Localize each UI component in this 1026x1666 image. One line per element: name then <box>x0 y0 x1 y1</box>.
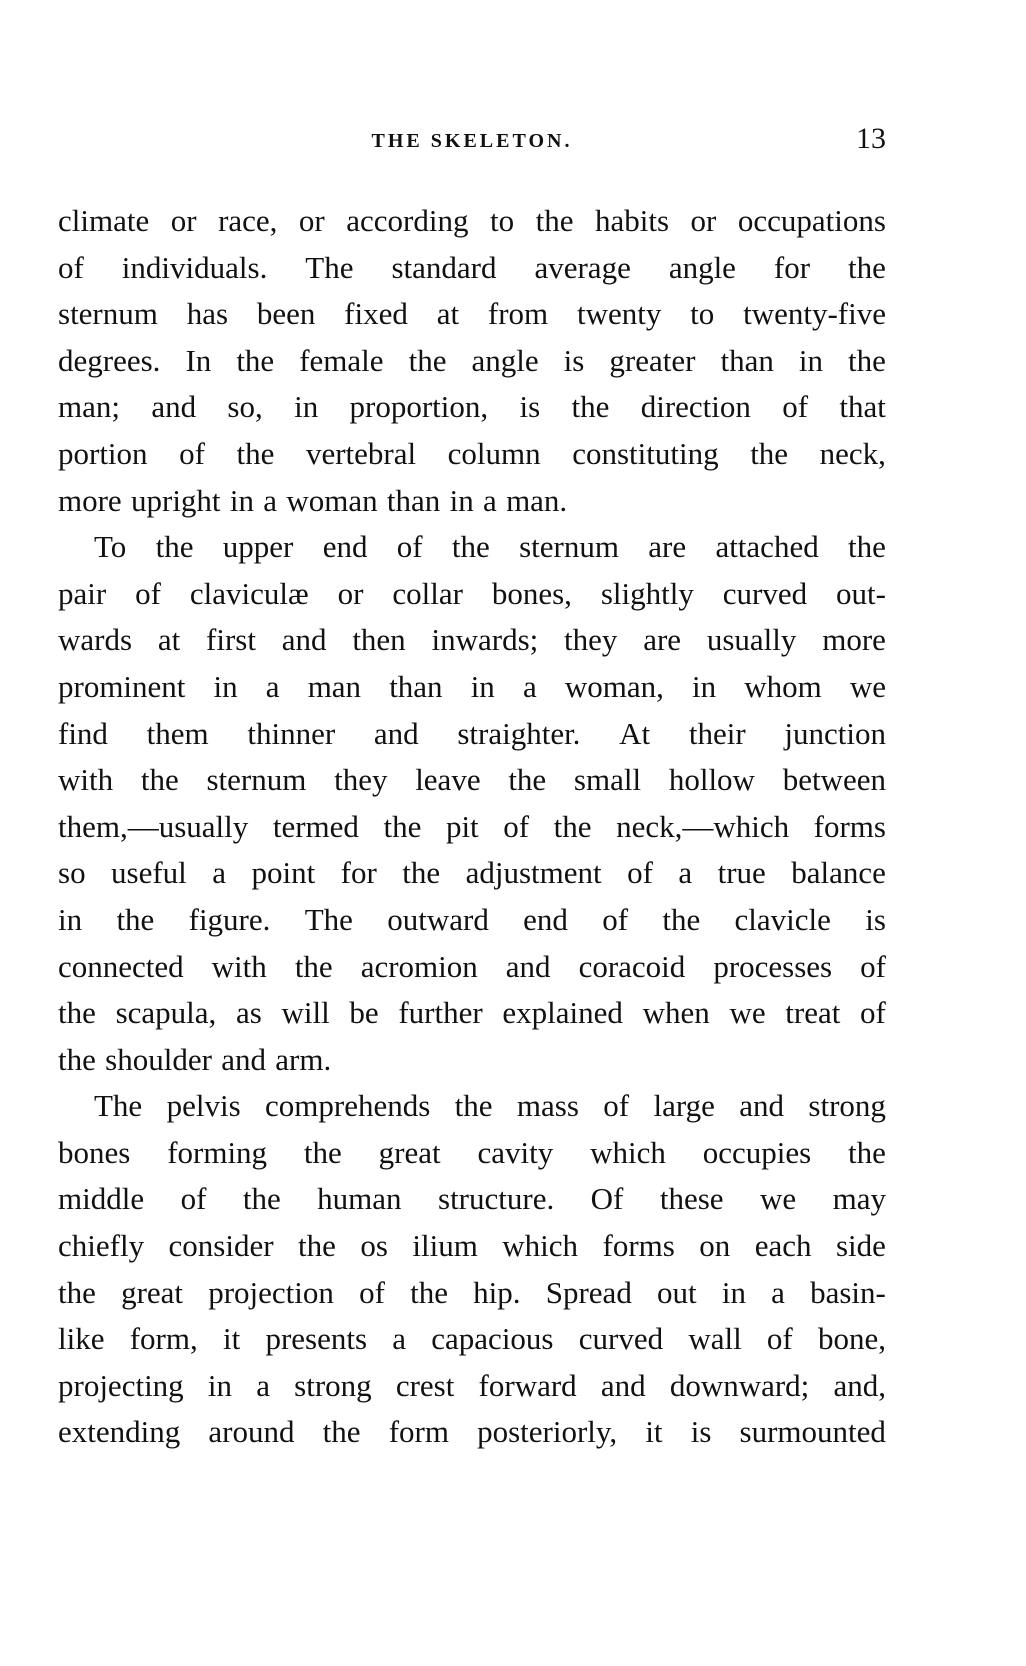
word: when <box>642 995 710 1031</box>
text-line <box>58 338 886 385</box>
word: of <box>135 575 161 611</box>
word: the <box>242 1181 281 1217</box>
word: the <box>303 1134 342 1170</box>
word: woman, <box>564 668 664 704</box>
text-line <box>58 198 886 245</box>
word: of <box>860 948 886 984</box>
word: posteriorly, <box>477 1414 618 1450</box>
word: a <box>678 855 693 891</box>
word: or <box>337 575 364 611</box>
word: in <box>721 1274 746 1310</box>
word: woman <box>286 482 378 518</box>
word: forms <box>813 808 886 844</box>
word: end <box>523 901 568 937</box>
word: hip. <box>473 1274 521 1310</box>
word: angle <box>668 249 736 285</box>
word: whom <box>744 668 822 704</box>
word: the <box>155 529 194 565</box>
word: so, <box>227 389 263 425</box>
text-line <box>58 245 886 292</box>
word: it <box>222 1321 241 1357</box>
word: in <box>229 482 254 518</box>
word: the <box>322 1414 361 1450</box>
word: os <box>360 1228 388 1264</box>
word: we <box>729 995 766 1031</box>
word: and <box>505 948 551 984</box>
word: strong <box>294 1367 372 1403</box>
text-line <box>58 804 886 851</box>
word: upper <box>222 529 294 565</box>
word: are <box>643 622 682 658</box>
word: a <box>483 482 497 518</box>
word: of <box>58 249 84 285</box>
word: of <box>396 529 423 565</box>
word: consider <box>168 1228 274 1264</box>
word: with <box>58 762 114 798</box>
word: like <box>58 1321 105 1357</box>
text-line <box>58 384 886 431</box>
word: may <box>832 1181 886 1217</box>
word: than <box>386 482 441 518</box>
word: extending <box>58 1414 181 1450</box>
word: of <box>603 1088 630 1124</box>
word: find <box>58 715 108 751</box>
word: chiefly <box>58 1228 145 1264</box>
word: a <box>771 1274 785 1310</box>
word: and, <box>833 1367 886 1403</box>
word: neck, <box>819 435 886 471</box>
word: standard <box>391 249 497 285</box>
word: their <box>688 715 746 751</box>
word: the <box>298 1228 336 1264</box>
word: downward; <box>669 1367 810 1403</box>
text-line <box>58 711 886 758</box>
word: side <box>835 1228 886 1264</box>
word: of <box>782 389 809 425</box>
word: strong <box>808 1088 886 1124</box>
word: upright <box>131 482 221 518</box>
word: treat <box>785 995 841 1031</box>
running-title: THE SKELETON. <box>371 130 573 152</box>
word: race, <box>218 203 278 238</box>
word: is <box>865 901 886 937</box>
word: a <box>212 855 227 891</box>
word: slightly <box>600 575 694 611</box>
word: the <box>410 1274 448 1310</box>
word: at <box>436 296 460 332</box>
word: the <box>535 203 574 238</box>
word: the <box>571 389 610 425</box>
word: At <box>619 715 651 751</box>
word: in <box>294 389 319 425</box>
word: or <box>298 203 325 238</box>
word: further <box>398 995 483 1031</box>
word: the <box>116 901 155 937</box>
word: form, <box>129 1321 198 1357</box>
word: out- <box>836 575 886 611</box>
word: surmounted <box>739 1414 886 1450</box>
word: figure. <box>188 901 271 937</box>
word: twenty <box>576 296 662 332</box>
word: so <box>58 855 86 891</box>
word: column <box>447 435 541 471</box>
word: in <box>58 901 83 937</box>
word: on <box>699 1228 731 1264</box>
word: pelvis <box>166 1088 241 1124</box>
word: coracoid <box>578 948 686 984</box>
word: of <box>602 901 629 937</box>
word: been <box>256 296 316 332</box>
text-line <box>58 1270 886 1317</box>
word: in <box>470 668 495 704</box>
word: greater <box>609 342 696 378</box>
word: each <box>754 1228 812 1264</box>
word: for <box>340 855 377 891</box>
word: vertebral <box>305 435 417 471</box>
word: forms <box>602 1228 675 1264</box>
word: balance <box>791 855 886 891</box>
word: occupations <box>737 203 886 238</box>
word: thinner <box>247 715 336 751</box>
text-line <box>58 617 886 664</box>
word: according <box>346 203 469 238</box>
word: of <box>503 808 530 844</box>
word: The <box>305 249 354 285</box>
word: clavicle <box>734 901 831 937</box>
word: to <box>690 296 715 332</box>
word: prominent <box>58 668 186 704</box>
word: the <box>848 529 886 565</box>
word: the <box>848 342 886 378</box>
word: a <box>392 1321 407 1357</box>
word: usually <box>706 622 797 658</box>
word: of <box>766 1321 793 1357</box>
word: and <box>151 389 197 425</box>
word: more <box>58 482 122 518</box>
word: the <box>848 249 886 285</box>
word: in <box>798 342 823 378</box>
word: presents <box>265 1321 368 1357</box>
word: forward <box>478 1367 577 1403</box>
running-head <box>58 122 886 162</box>
word: between <box>782 762 886 798</box>
word: which <box>590 1134 666 1170</box>
word: and <box>739 1088 785 1124</box>
text-line <box>58 664 886 711</box>
word: In <box>185 342 212 378</box>
word: as <box>235 995 262 1031</box>
text-line <box>58 291 886 338</box>
word: of <box>179 435 205 471</box>
word: fixed <box>344 296 408 332</box>
word: in <box>691 668 717 704</box>
word: To <box>94 529 127 565</box>
word: and <box>221 1041 266 1077</box>
word: more <box>822 622 886 658</box>
word: sternum <box>58 296 158 332</box>
word: individuals. <box>121 249 268 285</box>
word: ilium <box>412 1228 478 1264</box>
text-line <box>58 1083 886 1130</box>
word: shoulder <box>105 1041 212 1077</box>
word: curved <box>722 575 808 611</box>
word: wards <box>58 622 133 658</box>
word: direction <box>640 389 751 425</box>
word: average <box>534 249 631 285</box>
word: the <box>454 1088 493 1124</box>
word: a <box>256 1367 270 1403</box>
word: straighter. <box>457 715 581 751</box>
word: bones, <box>491 575 572 611</box>
word: them <box>146 715 209 751</box>
word: inwards; <box>431 622 539 658</box>
text-line <box>58 571 886 618</box>
word: collar <box>392 575 463 611</box>
word: degrees. <box>58 342 161 378</box>
word: around <box>208 1414 295 1450</box>
text-line <box>58 1037 886 1084</box>
word: structure. <box>438 1181 555 1217</box>
word: sternum <box>206 762 307 798</box>
word: capacious <box>431 1321 554 1357</box>
text-line <box>58 478 886 525</box>
page-number: 13 <box>856 122 886 155</box>
word: them,—usually <box>58 808 249 844</box>
word: portion <box>58 435 148 471</box>
word: it <box>645 1414 663 1450</box>
word: projection <box>208 1274 334 1310</box>
word: the <box>508 762 547 798</box>
word: cavity <box>477 1134 554 1170</box>
word: outward <box>387 901 489 937</box>
word: the <box>236 342 275 378</box>
word: is <box>563 342 585 378</box>
word: the <box>58 995 96 1031</box>
text-line <box>58 1409 886 1456</box>
word: the <box>294 948 333 984</box>
word: The <box>304 901 353 937</box>
word: man <box>307 668 362 704</box>
text-line <box>58 897 886 944</box>
text-line <box>58 524 886 571</box>
word: of <box>860 995 886 1031</box>
word: are <box>648 529 687 565</box>
word: comprehends <box>265 1088 431 1124</box>
word: to <box>489 203 515 238</box>
word: the <box>750 435 789 471</box>
word: the <box>402 855 441 891</box>
word: the <box>58 1274 96 1310</box>
word: or <box>690 203 717 238</box>
text-line <box>58 1130 886 1177</box>
word: termed <box>272 808 359 844</box>
word: the <box>662 901 701 937</box>
word: acromion <box>360 948 478 984</box>
word: they <box>334 762 388 798</box>
word: true <box>717 855 766 891</box>
word: the <box>408 342 447 378</box>
word: Spread <box>545 1274 632 1310</box>
word: and <box>600 1367 646 1403</box>
word: is <box>690 1414 712 1450</box>
text-line <box>58 757 886 804</box>
word: pit <box>445 808 479 844</box>
word: we <box>760 1181 797 1217</box>
word: the <box>553 808 592 844</box>
word: occupies <box>702 1134 812 1170</box>
word: be <box>349 995 379 1031</box>
word: connected <box>58 948 184 984</box>
text-line <box>58 1176 886 1223</box>
word: which <box>502 1228 579 1264</box>
word: bone, <box>817 1321 886 1357</box>
text-line <box>58 1316 886 1363</box>
word: at <box>157 622 181 658</box>
word: then <box>352 622 406 658</box>
word: in <box>213 668 238 704</box>
word: neck,—which <box>616 808 790 844</box>
word: a <box>265 668 280 704</box>
word: small <box>573 762 642 798</box>
word: wall <box>688 1321 742 1357</box>
word: curved <box>578 1321 664 1357</box>
word: large <box>653 1088 715 1124</box>
word: they <box>564 622 618 658</box>
word: first <box>206 622 256 658</box>
word: constituting <box>572 435 719 471</box>
word: proportion, <box>349 389 489 425</box>
word: is <box>519 389 541 425</box>
word: hollow <box>668 762 755 798</box>
word: crest <box>395 1367 455 1403</box>
word: from <box>487 296 549 332</box>
word: great <box>378 1134 441 1170</box>
word: the <box>58 1041 96 1077</box>
word: point <box>251 855 316 891</box>
word: man. <box>506 482 568 518</box>
text-line <box>58 1223 886 1270</box>
body-text <box>58 198 886 1456</box>
word: angle <box>471 342 539 378</box>
word: we <box>849 668 886 704</box>
word: the <box>848 1134 886 1170</box>
word: will <box>281 995 330 1031</box>
word: leave <box>415 762 481 798</box>
word: of <box>627 855 653 891</box>
word: and <box>373 715 419 751</box>
word: arm. <box>275 1041 332 1077</box>
word: the <box>451 529 490 565</box>
word: Of <box>590 1181 624 1217</box>
word: end <box>322 529 368 565</box>
word: these <box>659 1181 724 1217</box>
word: The <box>94 1088 143 1124</box>
word: middle <box>58 1181 145 1217</box>
text-line <box>58 1363 886 1410</box>
word: or <box>170 203 197 238</box>
word: claviculæ <box>189 575 309 611</box>
word: pair <box>58 575 107 611</box>
word: a <box>263 482 278 518</box>
word: attached <box>715 529 819 565</box>
word: sternum <box>519 529 619 565</box>
text-line <box>58 431 886 478</box>
word: bones <box>58 1134 131 1170</box>
text-line <box>58 944 886 991</box>
word: out <box>657 1274 697 1310</box>
word: than <box>389 668 443 704</box>
word: in <box>207 1367 232 1403</box>
word: twenty-five <box>743 296 886 332</box>
text-line <box>58 850 886 897</box>
word: the <box>383 808 422 844</box>
word: projecting <box>58 1367 184 1403</box>
word: explained <box>502 995 623 1031</box>
word: the <box>236 435 275 471</box>
word: human <box>317 1181 402 1217</box>
word: for <box>773 249 811 285</box>
word: a <box>522 668 537 704</box>
word: useful <box>111 855 187 891</box>
word: than <box>720 342 774 378</box>
word: habits <box>594 203 670 238</box>
word: processes <box>713 948 833 984</box>
word: climate <box>58 203 150 238</box>
word: scapula, <box>115 995 217 1031</box>
word: forming <box>167 1134 268 1170</box>
word: junction <box>784 715 886 751</box>
word: adjustment <box>465 855 602 891</box>
word: that <box>839 389 886 425</box>
word: great <box>121 1274 184 1310</box>
word: female <box>299 342 384 378</box>
word: basin- <box>810 1274 886 1310</box>
word: mass <box>516 1088 579 1124</box>
word: of <box>180 1181 207 1217</box>
word: in <box>449 482 474 518</box>
word: and <box>281 622 327 658</box>
word: form <box>388 1414 449 1450</box>
word: the <box>140 762 179 798</box>
word: has <box>186 296 229 332</box>
word: man; <box>58 389 120 425</box>
word: with <box>211 948 267 984</box>
word: of <box>359 1274 385 1310</box>
text-line <box>58 990 886 1037</box>
